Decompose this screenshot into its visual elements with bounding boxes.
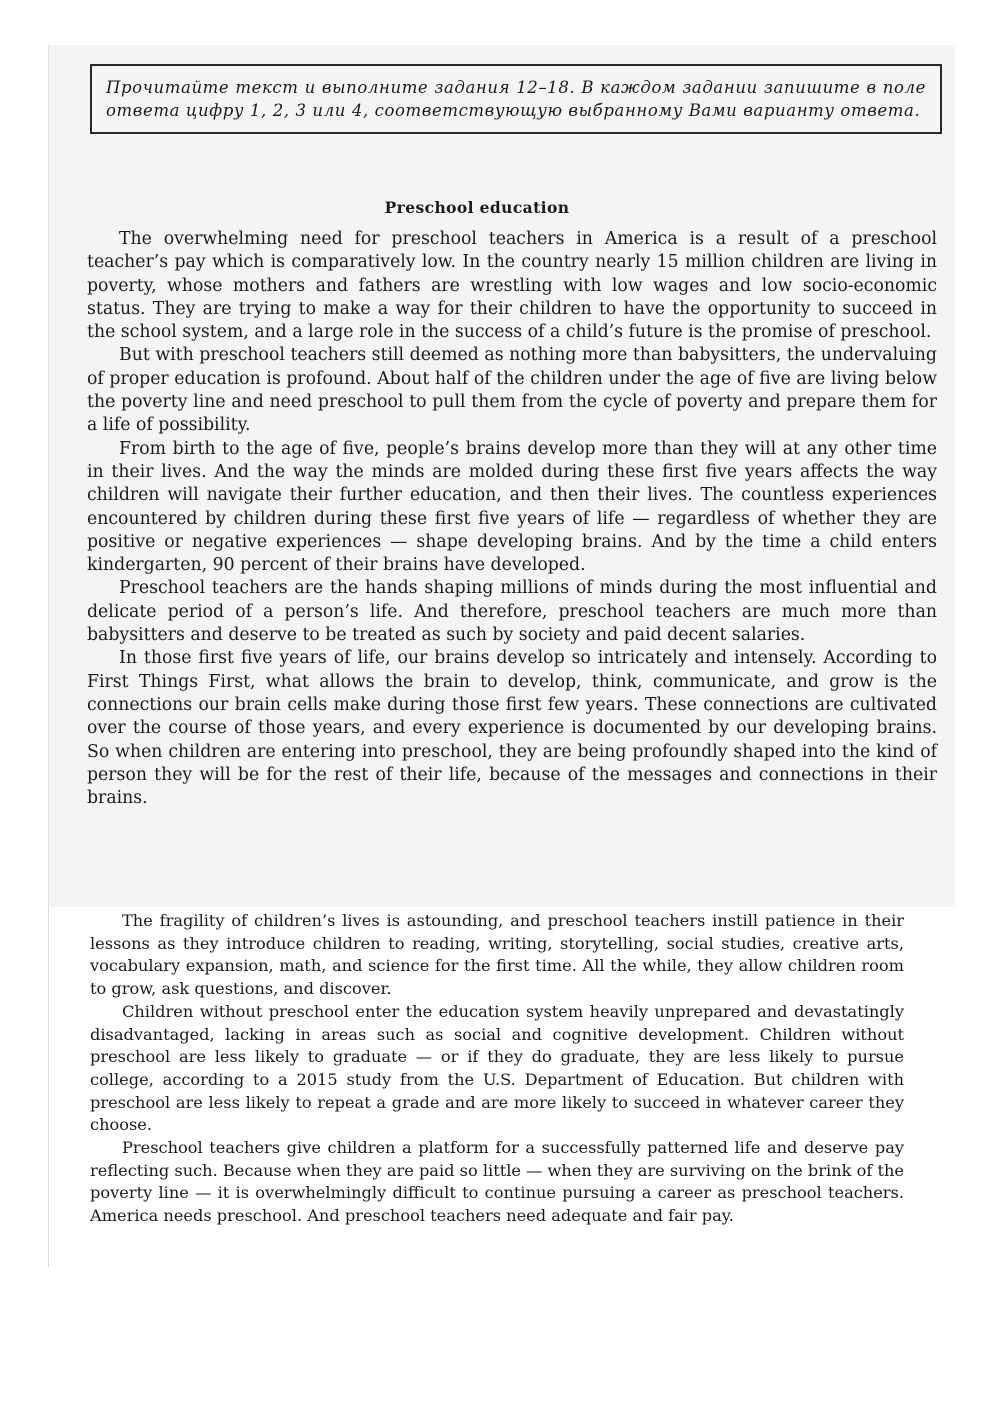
paragraph: In those first five years of life, our brains develop so intricately and intensely. According to First Things First, what allows the brain to develop, think, communicate, and grow is the connections our brain cells make during those first few years. These connections are cultivated over the course of those years, and every experience is documented by our developing brains. So when children are entering into preschool, they are being profoundly shaped into the kind of person they will be for the rest of their life, because of the messages and connections in their brains. [87, 648, 937, 809]
paragraph: The fragility of children’s lives is astounding, and preschool teachers instill patience in their lessons as they introduce children to reading, writing, storytelling, social studies, creative arts, vocabulary expansion, math, and science for the first time. All the while, they allow children room to grow, ask questions, and discover. [90, 911, 904, 999]
article-body-part-1 [87, 228, 937, 810]
paragraph: From birth to the age of five, people’s brains develop more than they will at any other time in their lives. And the way the minds are molded during these first five years affects the way children will navigate their further education, and then their lives. The countless experiences encountered by children during these first five years of life — regardless of whether they are positive or negative experiences — shape developing brains. And by the time a child enters kindergarten, 90 percent of their brains have developed. [87, 438, 937, 576]
paragraph: Children without preschool enter the education system heavily unprepared and devastatingly disadvantaged, lacking in areas such as social and cognitive development. Children without preschool are less likely to graduate — or if they do graduate, they are less likely to pursue college, according to a 2015 study from the U.S. Department of Education. But children with preschool are less likely to repeat a grade and are more likely to succeed in whatever career they choose. [90, 1001, 904, 1135]
article-body-part-2 [90, 910, 904, 1228]
paragraph: But with preschool teachers still deemed as nothing more than babysitters, the undervaluing of proper education is profound. About half of the children under the age of five are living below the poverty line and need preschool to pull them from the cycle of poverty and prepare them for a life of possibility. [87, 345, 937, 436]
paragraph: Preschool teachers give children a platform for a successfully patterned life and deserve pay reflecting such. Because when they are paid so little — when they are surviving on the brink of the poverty line — it is overwhelmingly difficult to continue pursuing a career as preschool teachers. America needs preschool. And preschool teachers need adequate and fair pay. [90, 1138, 904, 1226]
paragraph: Preschool teachers are the hands shaping millions of minds during the most influential and delicate period of a person’s life. And therefore, preschool teachers are much more than babysitters and deserve to be treated as such by society and paid decent salaries. [87, 578, 937, 646]
paragraph: The overwhelming need for preschool teachers in America is a result of a preschool teacher’s pay which is comparatively low. In the country nearly 15 million children are living in poverty, whose mothers and fathers are wrestling with low wages and low socio-economic status. They are trying to make a way for their children to have the opportunity to succeed in the school system, and a large role in the success of a child’s future is the promise of preschool. [87, 229, 937, 343]
task-instructions-box: Прочитайте текст и выполните задания 12–18. В каждом задании запишите в поле ответа цифру 1, 2, 3 или 4, соответствующую выбранному Вами варианту ответа. [90, 64, 942, 134]
article-title: Preschool education [384, 198, 570, 217]
